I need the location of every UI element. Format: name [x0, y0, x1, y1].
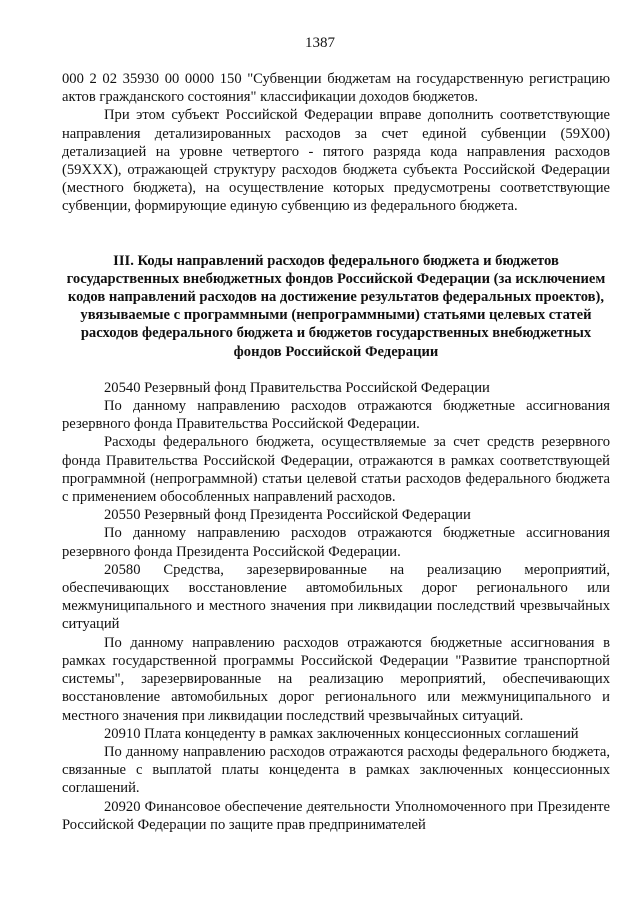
paragraph-20550-description: По данному направлению расходов отражаются бюджетные ассигнования резервного фонда Президента Российской Федерации.	[62, 525, 610, 560]
document-body	[62, 70, 610, 834]
paragraph-subject-right: При этом субъект Российской Федерации вправе дополнить соответствующие направления детализированных расходов за счет единой субвенции (59Х00) детализацией на уровне четвертого - пятого разряда кода направления расходов (59ХХХ), отражающей структуру расходов бюджета субъекта Российской Федерации (местного бюджета), на осуществление которых предусмотрены соответствующие субвенции, формирующие единую субвенцию из федерального бюджета.	[62, 107, 610, 215]
paragraph-20540-description: По данному направлению расходов отражаются бюджетные ассигнования резервного фонда Правительства Российской Федерации.	[62, 398, 610, 433]
heading-20550: 20550 Резервный фонд Президента Российской Федерации	[104, 507, 471, 524]
paragraph-20540-expenses: Расходы федерального бюджета, осуществляемые за счет средств резервного фонда Правительства Российской Федерации, отражаются в рамках соответствующей программной (непрограммной) статьи целевой статьи расходов федерального бюджета с применением обособленных направлений расходов.	[62, 434, 610, 506]
paragraph-revenue-code: 000 2 02 35930 00 0000 150 "Субвенции бюджетам на государственную регистрацию актов гражданского состояния" классификации доходов бюджетов.	[62, 71, 610, 106]
page-number: 1387	[305, 35, 335, 51]
heading-20580: 20580 Средства, зарезервированные на реализацию мероприятий, обеспечивающих восстановление автомобильных дорог регионального или межмуниципального и местного значения при ликвидации последствий чрезвычайных ситуаций	[62, 561, 610, 633]
heading-20540: 20540 Резервный фонд Правительства Российской Федерации	[104, 379, 490, 396]
heading-20910: 20910 Плата концеденту в рамках заключенных концессионных соглашений	[104, 725, 579, 742]
paragraph-20580-description: По данному направлению расходов отражаются бюджетные ассигнования в рамках государственной программы Российской Федерации "Развитие транспортной системы", зарезервированные на реализацию мероприятий, обеспечивающих восстановление автомобильных дорог регионального или межмуниципального и местного значения при ликвидации последствий чрезвычайных ситуаций.	[62, 634, 610, 724]
heading-20920: 20920 Финансовое обеспечение деятельности Уполномоченного при Президенте Российской Федерации по защите прав предпринимателей	[62, 798, 610, 833]
section-title: III. Коды направлений расходов федерального бюджета и бюджетов государственных внебюджетных фондов Российской Федерации (за исключением кодов направлений расходов на достижение результатов федеральных проектов), увязываемые с программными (непрограммными) статьями целевых статей расходов федерального бюджета и бюджетов государственных внебюджетных фондов Российской Федерации	[66, 252, 606, 360]
paragraph-20910-description: По данному направлению расходов отражаются расходы федерального бюджета, связанные с выплатой платы концедента в рамках заключенных концессионных соглашений.	[62, 743, 610, 797]
